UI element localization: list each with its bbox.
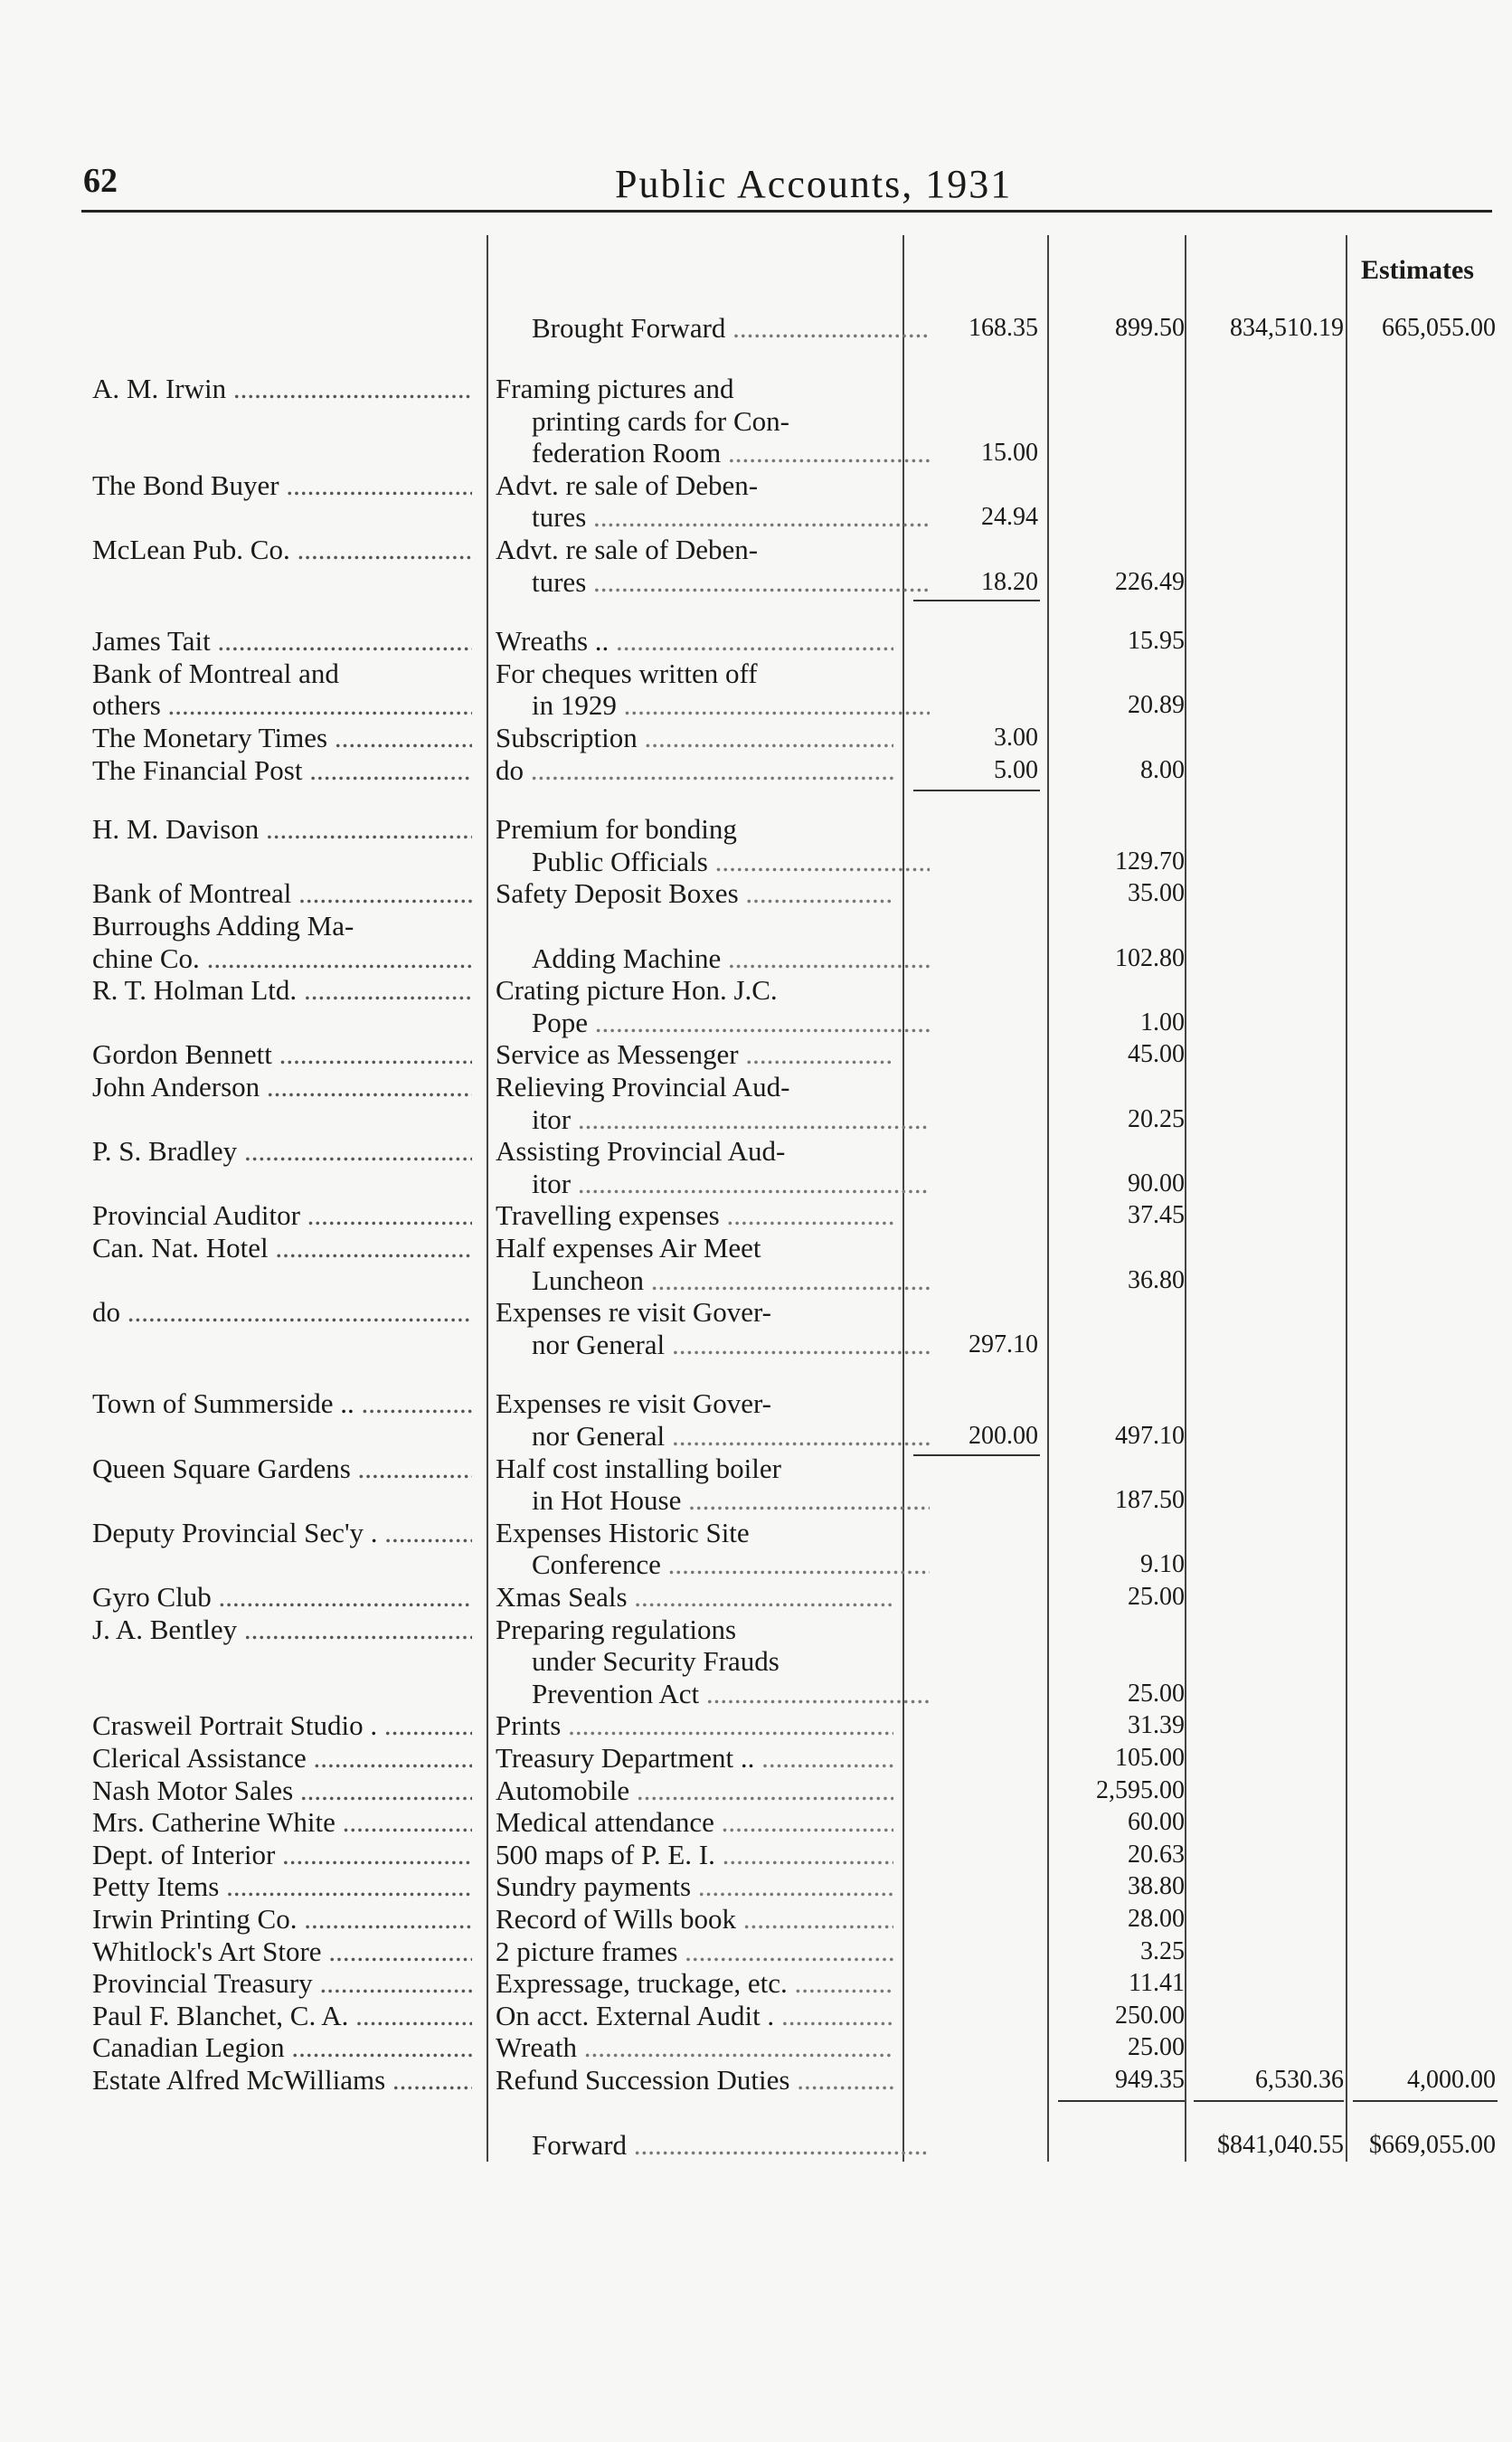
payee-name: Burroughs Adding Ma- xyxy=(92,910,354,942)
entry-description: For cheques written off xyxy=(496,657,758,689)
top-rule xyxy=(81,210,1492,213)
sum-rule xyxy=(1058,2100,1185,2102)
payee-name: Whitlock's Art Store ..... xyxy=(92,1936,472,1968)
payee-name: A. M. Irwin ..... xyxy=(92,373,472,405)
amount-c2: 60.00 xyxy=(1128,1808,1185,1837)
payee-name: Irwin Printing Co. ..... xyxy=(92,1903,472,1936)
amount-c2: 2,595.00 xyxy=(1096,1775,1185,1804)
amount-c2: 1.00 xyxy=(1140,1008,1185,1036)
amount-c2: 36.80 xyxy=(1128,1265,1185,1294)
amount-c2: 25.00 xyxy=(1128,1583,1185,1611)
amount-c2: 35.00 xyxy=(1128,879,1185,908)
amount-c3: 6,530.36 xyxy=(1255,2066,1344,2094)
amount-c1: 5.00 xyxy=(994,755,1038,784)
brought-forward-label: Brought Forward ..... xyxy=(496,312,930,345)
entry-description: Expenses re visit Gover- xyxy=(496,1387,771,1420)
payee-name: McLean Pub. Co. ..... xyxy=(92,534,472,566)
payee-name: P. S. Bradley ..... xyxy=(92,1135,472,1168)
payee-name: H. M. Davison ..... xyxy=(92,813,472,846)
payee-name: Dept. of Interior ..... xyxy=(92,1839,472,1871)
entry-description: Expressage, truckage, etc. ..... xyxy=(496,1967,893,2000)
entry-description: Subscription ..... xyxy=(496,722,893,754)
entry-description: Adding Machine ..... xyxy=(496,942,930,975)
amount-c2: 45.00 xyxy=(1128,1040,1185,1069)
page-title: Public Accounts, 1931 xyxy=(615,162,1013,206)
total-c3: $841,040.55 xyxy=(1217,2130,1344,2159)
entry-description: Sundry payments ..... xyxy=(496,1870,893,1903)
payee-name: Crasweil Portrait Studio . ..... xyxy=(92,1709,472,1742)
entry-description: printing cards for Con- xyxy=(532,404,789,437)
payee-name-cont: chine Co. ..... xyxy=(92,942,472,975)
payee-name: Bank of Montreal ..... xyxy=(92,877,472,910)
amount-c2: 497.10 xyxy=(1115,1422,1185,1450)
entry-description: Safety Deposit Boxes ..... xyxy=(496,877,893,910)
entry-description: nor General ..... xyxy=(496,1329,930,1361)
amount-c2: 899.50 xyxy=(1115,314,1185,342)
amount-c2: 20.63 xyxy=(1128,1840,1185,1869)
entry-description: itor ..... xyxy=(496,1103,930,1136)
amount-c2: 102.80 xyxy=(1115,943,1185,972)
entry-description: tures ..... xyxy=(496,566,930,599)
entry-description: Travelling expenses ..... xyxy=(496,1199,893,1232)
amount-c4: 665,055.00 xyxy=(1382,314,1496,342)
payee-name: Canadian Legion ..... xyxy=(92,2031,472,2064)
entry-description: 2 picture frames ..... xyxy=(496,1936,893,1968)
estimates-header: Estimates xyxy=(1361,255,1474,285)
payee-name: Paul F. Blanchet, C. A. ..... xyxy=(92,2000,472,2032)
entry-description: Prints ..... xyxy=(496,1709,893,1742)
entry-description: 500 maps of P. E. I. ..... xyxy=(496,1839,893,1871)
payee-name: Gyro Club ..... xyxy=(92,1581,472,1614)
amount-c2: 31.39 xyxy=(1128,1711,1185,1740)
entry-description: Treasury Department .. ..... xyxy=(496,1742,893,1775)
amount-c2: 250.00 xyxy=(1115,2001,1185,2030)
amount-c2: 25.00 xyxy=(1128,2033,1185,2062)
sum-rule xyxy=(913,600,1040,601)
payee-name: J. A. Bentley ..... xyxy=(92,1614,472,1646)
entry-description: Advt. re sale of Deben- xyxy=(496,469,759,501)
entry-description: under Security Frauds xyxy=(532,1645,780,1678)
total-c4: $669,055.00 xyxy=(1369,2130,1496,2159)
entry-description: Half expenses Air Meet xyxy=(496,1232,761,1264)
amount-c2: 9.10 xyxy=(1140,1550,1185,1579)
payee-name: John Anderson ..... xyxy=(92,1071,472,1103)
amount-c2: 226.49 xyxy=(1115,567,1185,596)
entry-description: nor General ..... xyxy=(496,1420,930,1453)
amount-c1: 297.10 xyxy=(969,1330,1038,1358)
entry-description: Crating picture Hon. J.C. xyxy=(496,974,778,1007)
amount-c2: 187.50 xyxy=(1115,1486,1185,1515)
amount-c2: 25.00 xyxy=(1128,1679,1185,1708)
entry-description: Medical attendance ..... xyxy=(496,1806,893,1839)
payee-name: Can. Nat. Hotel ..... xyxy=(92,1232,472,1264)
sum-rule xyxy=(913,1454,1040,1456)
entry-description: Premium for bonding xyxy=(496,813,737,846)
entry-description: Conference ..... xyxy=(496,1548,930,1581)
amount-c2: 8.00 xyxy=(1140,755,1185,784)
amount-c2: 15.95 xyxy=(1128,627,1185,656)
payee-name: Petty Items ..... xyxy=(92,1870,472,1903)
entry-description: Record of Wills book ..... xyxy=(496,1903,893,1936)
forward-label: Forward ..... xyxy=(496,2129,930,2162)
payee-name: The Bond Buyer ..... xyxy=(92,469,472,502)
payee-name: Deputy Provincial Sec'y . ..... xyxy=(92,1517,472,1549)
entry-description: tures ..... xyxy=(496,501,930,534)
entry-description: Wreaths .. ..... xyxy=(496,625,893,658)
entry-description: Luncheon ..... xyxy=(496,1264,930,1297)
entry-description: federation Room ..... xyxy=(496,437,930,469)
entry-description: Expenses Historic Site xyxy=(496,1516,750,1548)
payee-name: The Monetary Times ..... xyxy=(92,722,472,754)
entry-description: Refund Succession Duties ..... xyxy=(496,2064,893,2097)
entry-description: Pope ..... xyxy=(496,1007,930,1039)
payee-name: Provincial Treasury ..... xyxy=(92,1967,472,2000)
payee-name: Bank of Montreal and xyxy=(92,657,339,689)
entry-description: Framing pictures and xyxy=(496,373,734,404)
payee-name-cont: others ..... xyxy=(92,689,472,722)
entry-description: do ..... xyxy=(496,754,893,787)
amount-c1: 15.00 xyxy=(981,439,1038,468)
amount-c2: 90.00 xyxy=(1128,1169,1185,1197)
column-divider xyxy=(487,235,488,2162)
entry-description: Expenses re visit Gover- xyxy=(496,1296,771,1329)
payee-name: Estate Alfred McWilliams ..... xyxy=(92,2064,472,2097)
column-divider xyxy=(1346,235,1347,2162)
page-number: 62 xyxy=(83,162,118,200)
payee-name: James Tait ..... xyxy=(92,625,472,658)
payee-name: Nash Motor Sales ..... xyxy=(92,1775,472,1807)
entry-description: Wreath ..... xyxy=(496,2031,893,2064)
amount-c2: 11.41 xyxy=(1129,1969,1185,1998)
entry-description: Public Officials ..... xyxy=(496,846,930,878)
amount-c1: 200.00 xyxy=(969,1422,1038,1450)
payee-name: Queen Square Gardens ..... xyxy=(92,1453,472,1485)
amount-c2: 20.89 xyxy=(1128,691,1185,720)
sum-rule xyxy=(1353,2100,1498,2102)
entry-description: in 1929 ..... xyxy=(496,689,930,722)
amount-c1: 24.94 xyxy=(981,503,1038,532)
amount-c2: 105.00 xyxy=(1115,1744,1185,1772)
entry-description: Assisting Provincial Aud- xyxy=(496,1135,786,1168)
payee-name: do ..... xyxy=(92,1296,472,1329)
payee-name: Town of Summerside .. ..... xyxy=(92,1387,472,1420)
entry-description: Xmas Seals ..... xyxy=(496,1581,893,1614)
payee-name: Provincial Auditor ..... xyxy=(92,1199,472,1232)
entry-description: Preparing regulations xyxy=(496,1613,737,1645)
amount-c2: 20.25 xyxy=(1128,1104,1185,1133)
amount-c2: 28.00 xyxy=(1128,1905,1185,1933)
amount-c1: 18.20 xyxy=(981,567,1038,596)
amount-c3: 834,510.19 xyxy=(1230,314,1344,342)
payee-name: Mrs. Catherine White ..... xyxy=(92,1806,472,1839)
payee-name: The Financial Post ..... xyxy=(92,754,472,787)
amount-c4: 4,000.00 xyxy=(1407,2066,1496,2094)
payee-name: R. T. Holman Ltd. ..... xyxy=(92,974,472,1007)
amount-c2: 37.45 xyxy=(1128,1201,1185,1230)
amount-c2: 129.70 xyxy=(1115,847,1185,876)
amount-c2: 38.80 xyxy=(1128,1872,1185,1901)
payee-name: Gordon Bennett ..... xyxy=(92,1038,472,1071)
entry-description: in Hot House ..... xyxy=(496,1484,930,1517)
entry-description: Half cost installing boiler xyxy=(496,1452,781,1484)
entry-description: itor ..... xyxy=(496,1168,930,1200)
entry-description: Advt. re sale of Deben- xyxy=(496,534,759,565)
sum-rule xyxy=(913,790,1040,791)
amount-c2: 3.25 xyxy=(1140,1936,1185,1965)
entry-description: Automobile ..... xyxy=(496,1775,893,1807)
payee-name: Clerical Assistance ..... xyxy=(92,1742,472,1775)
amount-c1: 3.00 xyxy=(994,724,1038,752)
entry-description: Service as Messenger ..... xyxy=(496,1038,893,1071)
sum-rule xyxy=(1194,2100,1344,2102)
entry-description: Prevention Act ..... xyxy=(496,1678,930,1710)
amount-c2: 949.35 xyxy=(1115,2066,1185,2094)
entry-description: Relieving Provincial Aud- xyxy=(496,1071,790,1103)
entry-description: On acct. External Audit . ..... xyxy=(496,2000,893,2032)
amount-c1: 168.35 xyxy=(969,314,1038,342)
column-divider xyxy=(1185,235,1186,2162)
